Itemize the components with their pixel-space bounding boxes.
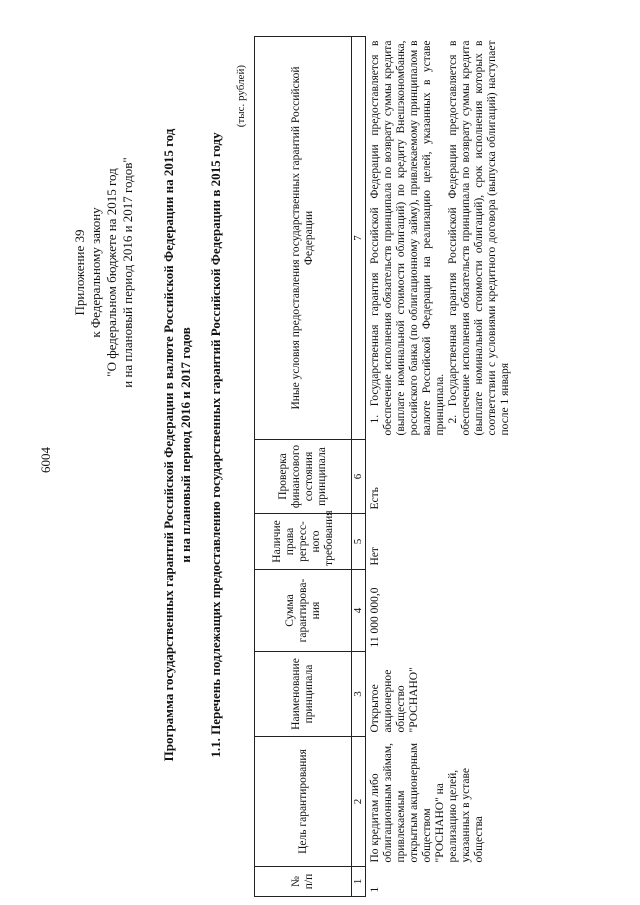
title-line-1: Программа государственных гарантий Российской Федерации в валюте Российской Федерации на 2015 год — [161, 128, 176, 762]
column-number: 5 — [352, 514, 366, 570]
appendix-line-2: к Федеральному закону — [88, 207, 103, 338]
header-purpose: Цель гарантирования — [255, 737, 352, 867]
guarantees-table — [254, 36, 515, 897]
header-principal: Наименование принципала — [255, 652, 352, 737]
column-number: 6 — [352, 440, 366, 514]
row-number: 1 — [369, 886, 381, 893]
table-row — [366, 37, 516, 897]
appendix-line-4: и на плановый период 2016 и 2017 годов" — [120, 157, 135, 388]
column-number: 7 — [352, 37, 366, 440]
row-regress: Нет — [369, 547, 381, 566]
row-financial-check: Есть — [369, 487, 381, 510]
appendix-header — [72, 100, 136, 445]
units-note: (тыс. рублей) — [235, 65, 247, 128]
row-purpose: По кредитам либо облигационным займам, привлекаемым открытым акционерным обществом "РОСНАНО" на реализацию целей, указанных в уставе общества — [369, 742, 485, 863]
header-number: № п/п — [255, 867, 352, 897]
appendix-line-1: Приложение 39 — [72, 229, 87, 316]
header-financial-check: Проверка финансового состояния принципала — [255, 440, 352, 514]
title-line-2: и на плановый период 2016 и 2017 годов — [178, 327, 193, 563]
column-number: 3 — [352, 652, 366, 737]
appendix-line-3: "О федеральном бюджете на 2015 год — [104, 168, 119, 377]
header-amount: Сумма гарантирова-ния — [255, 570, 352, 652]
column-number: 4 — [352, 570, 366, 652]
condition-paragraph-1: 1. Государственная гарантия Российской Федерации предоставляется в обеспечение исполнения обязательств принципала по возврату суммы кредита (выплате номинальной стоимости облигаций) по кредиту Внешэкономбанка, российского банка (по облигационному займу), привлекаемому принципалом в валюте Российской Федерации на реализацию целей, указанных в уставе принципала. — [369, 40, 446, 436]
row-amount: 11 000 000,0 — [369, 587, 381, 648]
row-principal: Открытое акционерное общество "РОСНАНО" — [369, 667, 420, 733]
column-number-row — [352, 37, 366, 897]
column-number: 2 — [352, 737, 366, 867]
section-subtitle: 1.1. Перечень подлежащих предоставлению государственных гарантий Российской Федерации в 2015 году — [208, 132, 223, 758]
document-title — [160, 65, 194, 825]
condition-paragraph-2: 2. Государственная гарантия Российской Федерации предоставляется в обеспечение исполнения обязательств принципала по возврату суммы кредита (выплате номинальной стоимости облигаций), срок исполнения которых в соответствии с условиями кредитного договора (выпуска облигаций) наступает после 1 января — [447, 40, 511, 436]
row-other-conditions — [366, 37, 516, 440]
header-regress: Наличие права регресс-ного требования — [255, 514, 352, 570]
page-number: 6004 — [38, 447, 53, 473]
column-number: 1 — [352, 867, 366, 897]
header-other-conditions: Иные условия предоставления государственных гарантий Российской Федерации — [255, 37, 352, 440]
table-header-row — [255, 37, 352, 897]
